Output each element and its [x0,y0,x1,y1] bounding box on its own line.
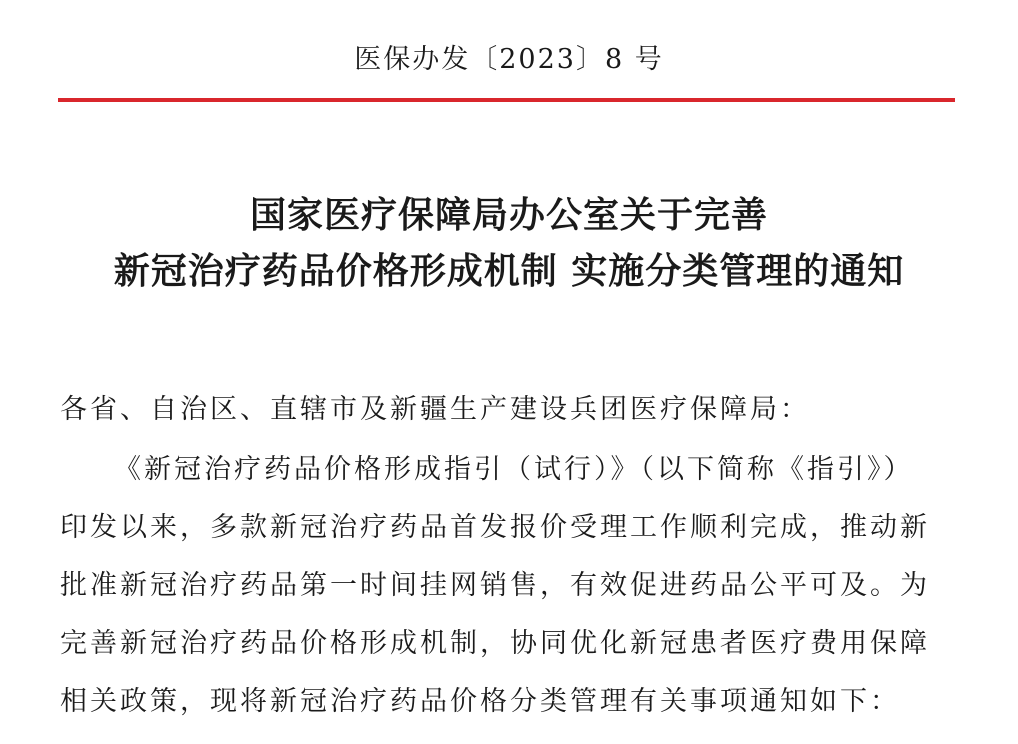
body-line: 完善新冠治疗药品价格形成机制，协同优化新冠患者医疗费用保障 [60,628,930,659]
body-line: 相关政策，现将新冠治疗药品价格分类管理有关事项通知如下： [60,686,900,717]
body-line: 批准新冠治疗药品第一时间挂网销售，有效促进药品公平可及。为 [60,570,930,601]
red-header-rule [58,98,955,102]
document-number: 医保办发〔2023〕8 号 [354,44,664,75]
body-line: 《新冠治疗药品价格形成指引（试行）》（以下简称《指引》） [114,454,914,485]
title-line-1: 国家医疗保障局办公室关于完善 [249,195,768,236]
title-line-2: 新冠治疗药品价格形成机制 实施分类管理的通知 [113,251,905,292]
body-paragraph [60,446,955,736]
salutation: 各省、自治区、直辖市及新疆生产建设兵团医疗保障局： [60,394,810,425]
body-line: 印发以来，多款新冠治疗药品首发报价受理工作顺利完成，推动新 [60,512,930,543]
document-title [0,188,1018,300]
